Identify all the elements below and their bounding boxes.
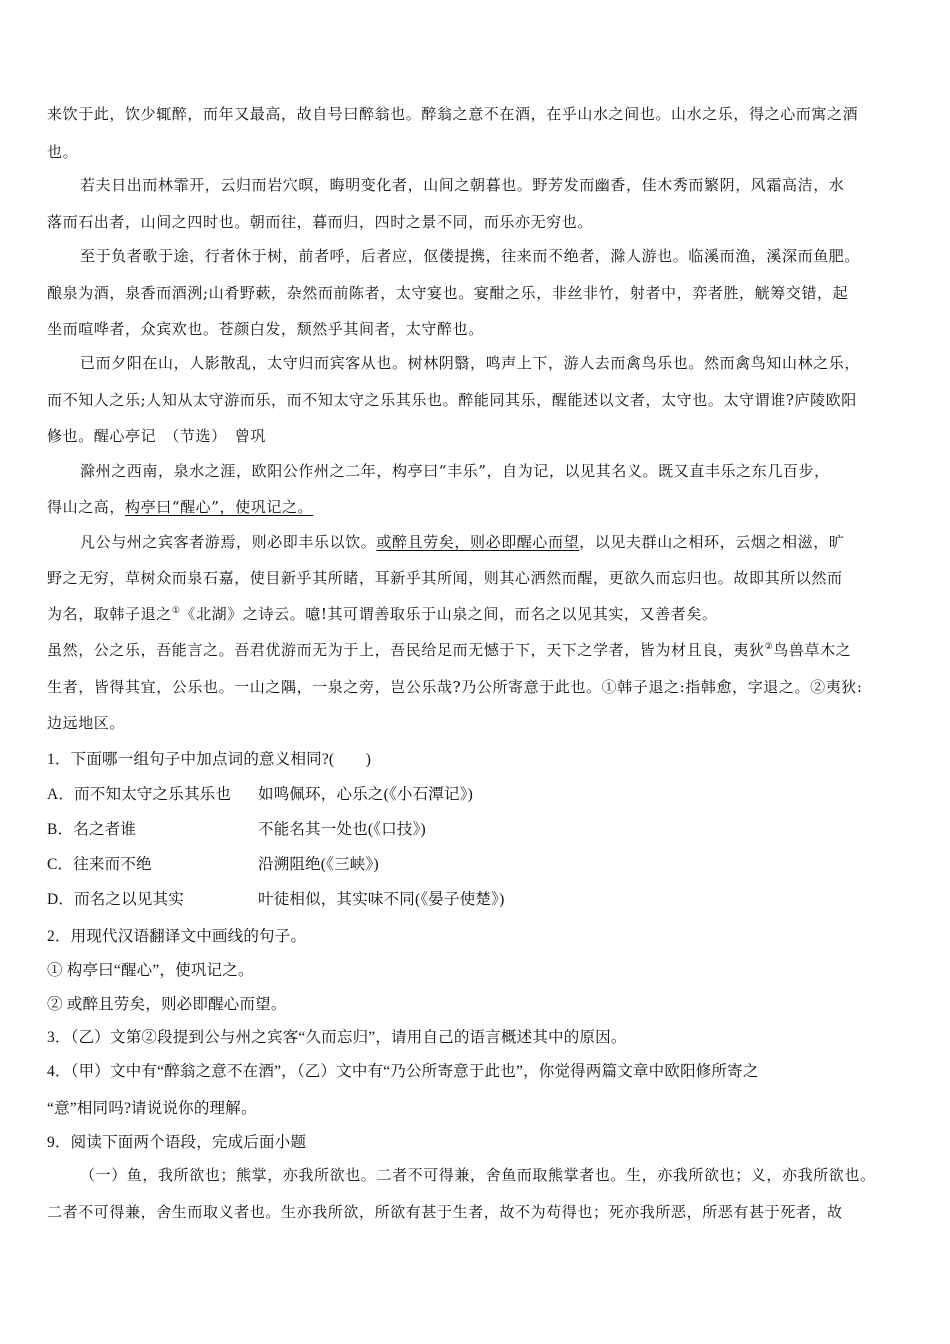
passage-jia-line: 坐而喧哗者，众宾欢也。苍颜白发，颓然乎其间者，太守醉也。 <box>47 320 484 338</box>
passage-jia-line: 至于负者歌于途，行者休于树，前者呼，后者应，伛偻提携，往来而不绝者，滁人游也。临溪而渔，溪深而鱼肥。 <box>80 247 861 265</box>
passage-yi-line: 生者，皆得其宜，公乐也。一山之隅，一泉之旁，岂公乐哉?乃公所寄意于此也。①韩子退之:指韩愈，字退之。②夷狄: <box>47 678 863 696</box>
option-a <box>47 782 231 804</box>
passage-jia-line: 修也。醒心亭记 （节选） 曾巩 <box>47 427 267 445</box>
question-1: 1．下面哪一组句子中加点词的意义相同?( ) <box>47 751 372 768</box>
passage-yi-line <box>47 603 718 624</box>
passage-text: 为名，取韩子退之 <box>47 605 172 623</box>
passage-jia-line: 也。 <box>47 143 79 161</box>
underlined-sentence-1: 构亭曰“醒心”，使巩记之。 <box>125 498 314 516</box>
passage-yi-line <box>47 639 851 660</box>
footnote-marker: ② <box>764 642 774 652</box>
passage-text: 凡公与州之宾客者游焉，则必即丰乐以饮。 <box>80 533 377 551</box>
question-3: 3．（乙）文第②段提到公与州之宾客“久而忘归”，请用自己的语言概述其中的原因。 <box>47 1029 627 1046</box>
option-c-compare: 沿溯阻绝(《三峡》) <box>258 856 379 873</box>
passage-text: 鸟兽草木之 <box>773 641 852 659</box>
passage-jia-line: 来饮于此，饮少辄醉，而年又最高，故自号曰醉翁也。醉翁之意不在酒，在乎山水之间也。山水之乐，得之心而寓之酒 <box>47 105 859 123</box>
question-9: 9．阅读下面两个语段，完成后面小题 <box>47 1134 307 1151</box>
footnote-marker: ① <box>171 606 181 616</box>
passage-jia-line: 若夫日出而林霏开，云归而岩穴暝，晦明变化者，山间之朝暮也。野芳发而幽香，佳木秀而繁阴，风霜高洁，水 <box>80 176 845 194</box>
passage-text: ，以见夫群山之相环，云烟之相滋，旷 <box>579 533 845 551</box>
passage-text: 虽然，公之乐，吾能言之。吾君优游而无为于上，吾民给足而无憾于下，天下之学者，皆为材且良，夷狄 <box>47 641 765 659</box>
option-d: D．而名之以见其实 <box>47 891 184 908</box>
passage-text: 《北湖》之诗云。噫!其可谓善取乐于山泉之间，而名之以见其实，又善者矣。 <box>180 605 718 623</box>
passage-jia-line: 而不知人之乐;人知从太守游而乐，而不知太守之乐其乐也。醉能同其乐，醒能述以文者，太守也。太守谓谁?庐陵欧阳 <box>47 391 857 409</box>
passage-yi-line: 野之无穷，草树众而泉石嘉，使目新乎其所睹，耳新乎其所闻，则其心洒然而醒，更欲久而忘归也。故即其所以然而 <box>47 569 843 587</box>
passage-yi-line: 滁州之西南，泉水之涯，欧阳公作州之二年，构亭曰“丰乐”，自为记，以见其名义。既又直丰乐之东几百步， <box>80 462 830 480</box>
passage-text: 得山之高， <box>47 498 126 516</box>
option-b-compare: 不能名其一处也(《口技》) <box>258 821 426 838</box>
passage-nine-line: （一）鱼，我所欲也；熊掌，亦我所欲也。二者不可得兼，舍鱼而取熊掌者也。生，亦我所欲也；义，亦我所欲也。 <box>80 1166 876 1184</box>
passage-nine-line: 二者不可得兼，舍生而取义者也。生亦我所欲，所欲有甚于生者，故不为苟得也；死亦我所恶，所恶有甚于死者，故 <box>47 1203 843 1221</box>
passage-jia-line: 落而石出者，山间之四时也。朝而往，暮而归，四时之景不同，而乐亦无穷也。 <box>47 213 594 231</box>
question-2-item-2: ② 或醉且劳矣，则必即醒心而望。 <box>47 996 287 1013</box>
passage-yi-line: 边远地区。 <box>47 714 126 732</box>
question-2-item-1: ① 构亭曰“醒心”，使巩记之。 <box>47 962 254 979</box>
passage-jia-line: 已而夕阳在山，人影散乱，太守归而宾客从也。树林阴翳，鸣声上下，游人去而禽鸟乐也。然而禽鸟知山林之乐， <box>80 354 861 372</box>
option-d-compare: 叶徒相似，其实味不同(《晏子使楚》) <box>258 891 505 908</box>
question-4-cont: “意”相同吗?请说说你的理解。 <box>47 1100 257 1117</box>
passage-yi-line <box>80 531 844 552</box>
option-a-compare: 如鸣佩环，心乐之(《小石潭记》) <box>258 786 474 803</box>
question-2: 2．用现代汉语翻译文中画线的句子。 <box>47 928 307 945</box>
question-4: 4．（甲）文中有“醉翁之意不在酒”，（乙）文中有“乃公所寄意于此也”，你觉得两篇文章中欧阳修所寄之 <box>47 1063 759 1080</box>
option-a-text: A．而不知太守之乐其乐也 <box>47 786 232 803</box>
underlined-sentence-2: 或醉且劳矣，则必即醒心而望 <box>376 533 580 551</box>
option-c: C．往来而不绝 <box>47 856 152 873</box>
option-b: B．名之者谁 <box>47 821 137 838</box>
passage-jia-line: 酿泉为酒，泉香而酒洌;山肴野蔌，杂然而前陈者，太守宴也。宴酣之乐，非丝非竹，射者中，弈者胜，觥筹交错，起 <box>47 284 849 302</box>
passage-yi-line <box>47 496 313 517</box>
